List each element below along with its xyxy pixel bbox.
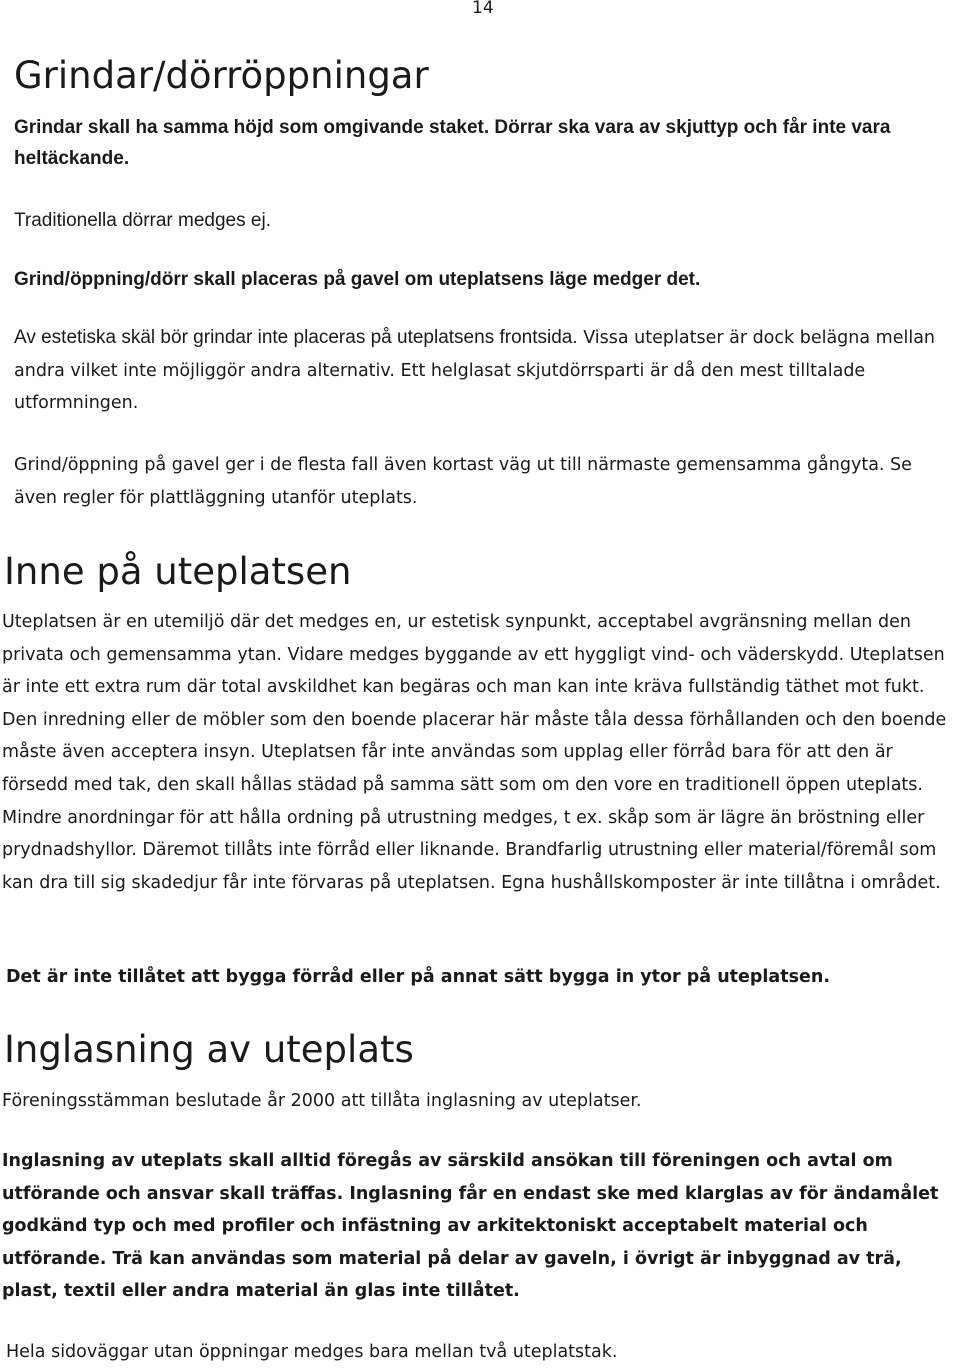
gates-paragraph-2: Traditionella dörrar medges ej. <box>14 210 271 231</box>
inside-bold-rule: Det är inte tillåtet att bygga förråd eller på annat sätt bygga in ytor på uteplatsen. <box>6 967 830 987</box>
gates-paragraph-4-part-a: Av estetiska skäl bör grindar inte placeras på uteplatsens frontsida. <box>14 327 578 348</box>
gates-paragraph-4-part-b: Vissa uteplatser är dock belägna mellan andra vilket inte möjliggör andra alternativ. Ett helglasat skjutdörrsparti är då den mest tilltalade utformningen. <box>14 328 936 414</box>
glazing-paragraph-1: Föreningsstämman beslutade år 2000 att tillåta inglasning av uteplatser. <box>2 1091 642 1111</box>
section-heading-gates: Grindar/dörröppningar <box>14 54 429 97</box>
inside-body: Uteplatsen är en utemiljö där det medges en, ur estetisk synpunkt, acceptabel avgränsning mellan den privata och gemensamma ytan. Vidare medges byggande av ett hyggligt vind- och väderskydd. Uteplatsen är inte ett extra rum där total avskildhet kan begäras och man kan inte kräva fullständig täthet mot fukt. Den inredning eller de möbler som den boende placerar här måste tåla dessa förhållanden och den boende måste även acceptera insyn. Uteplatsen får inte användas som upplag eller förråd bara för att den är försedd med tak, den skall hållas städad på samma sätt som om den vore en traditionell öppen uteplats. Mindre anordningar för att hålla ordning på utrustning medges, t ex. skåp som är lägre än bröstning eller prydnadshyllor. Däremot tillåts inte förråd eller liknande. Brandfarlig utrustning eller material/föremål som kan dra till sig skadedjur får inte förvaras på uteplatsen. Egna hushållskomposter är inte tillåtna i området. <box>2 612 947 893</box>
gates-paragraph-4 <box>14 322 958 420</box>
gates-paragraph-5: Grind/öppning på gavel ger i de flesta fall även kortast väg ut till närmaste gemensamma gångyta. Se även regler för plattläggning utanför uteplats. <box>14 455 912 508</box>
gates-paragraph-1: Grindar skall ha samma höjd som omgivande staket. Dörrar ska vara av skjuttyp och får inte vara heltäckande. <box>14 117 891 169</box>
page-number: 14 <box>472 0 494 18</box>
section-heading-inside: Inne på uteplatsen <box>4 550 352 593</box>
section-heading-glazing: Inglasning av uteplats <box>4 1028 414 1071</box>
gates-paragraph-3: Grind/öppning/dörr skall placeras på gavel om uteplatsens läge medger det. <box>14 269 701 290</box>
glazing-bold-body: Inglasning av uteplats skall alltid föregås av särskild ansökan till föreningen och avtal om utförande och ansvar skall träffas. Inglasning får en endast ske med klarglas av för ändamålet godkänd typ och med profiler och infästning av arkitektoniskt acceptabelt material och utförande. Trä kan användas som material på delar av gaveln, i övrigt är inbyggnad av trä, plast, textil eller andra material än glas inte tillåtet. <box>2 1151 939 1302</box>
glazing-paragraph-2: Hela sidoväggar utan öppningar medges bara mellan två uteplatstak. <box>6 1342 618 1362</box>
